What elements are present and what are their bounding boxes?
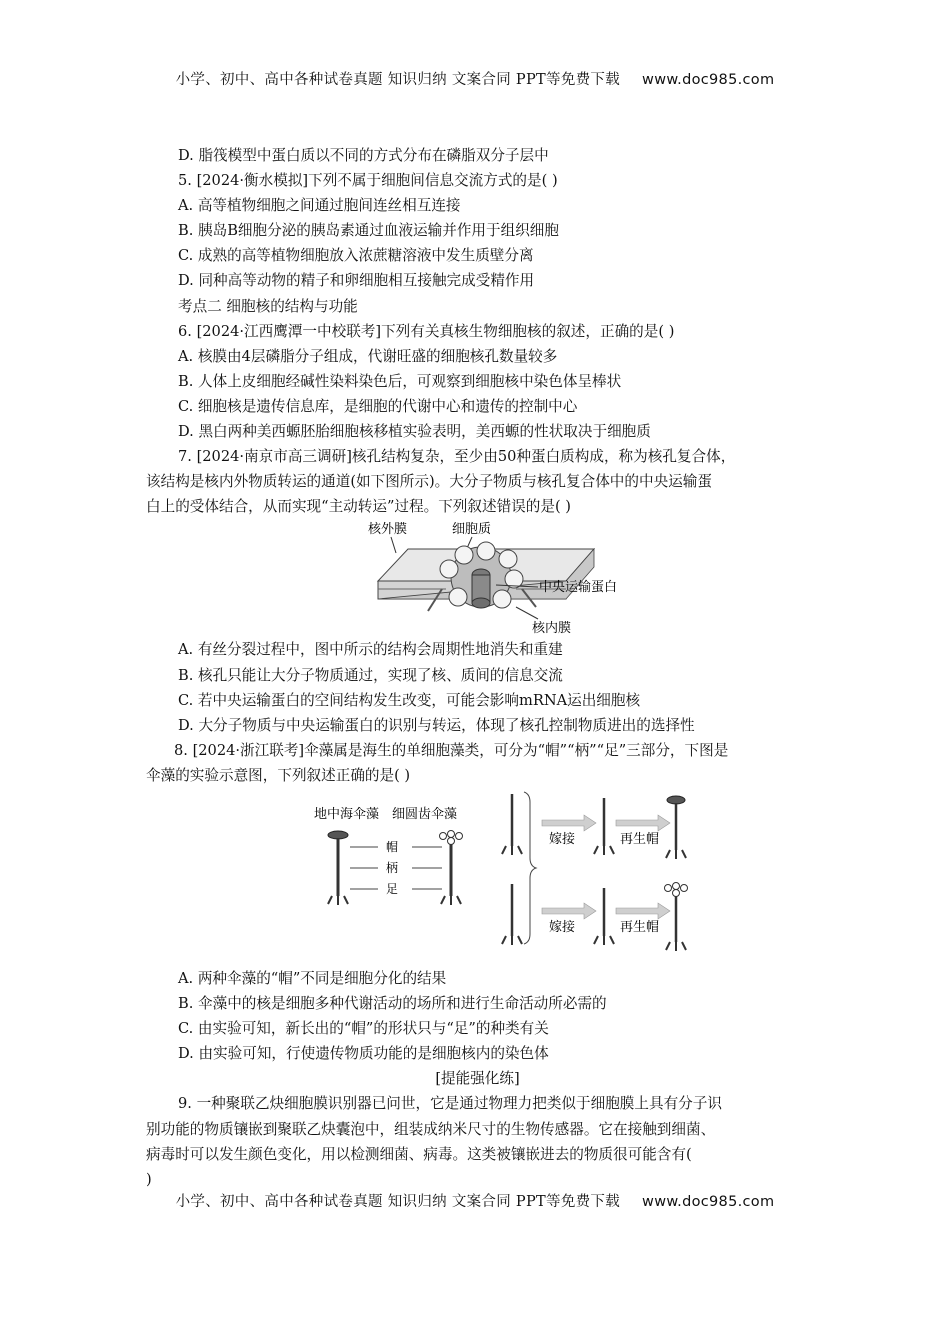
label-central-transport-protein: 中央运输蛋白 — [539, 580, 618, 596]
q5-option-b: B. 胰岛B细胞分泌的胰岛素通过血液运输并作用于组织细胞 — [178, 222, 559, 240]
q8-stem-line1: 8. [2024·浙江联考]伞藻属是海生的单细胞藻类，可分为“帽”“柄”“足”三部分，下图是 — [174, 741, 729, 759]
label-graft-1: 嫁接 — [549, 831, 576, 847]
nuclear-pore-figure — [146, 519, 809, 637]
q7-stem-line3: 白上的受体结合，从而实现“主动转运”过程。下列叙述错误的是( ) — [146, 498, 571, 516]
q8-option-d: D. 由实验可知，行使遗传物质功能的是细胞核内的染色体 — [178, 1045, 549, 1063]
acetabularia-diagram — [146, 788, 809, 966]
q6-option-c: C. 细胞核是遗传信息库，是细胞的代谢中心和遗传的控制中心 — [178, 397, 578, 415]
q9-stem-line4: ) — [146, 1170, 152, 1188]
q9-stem-line3: 病毒时可以发生颜色变化，用以检测细菌、病毒。这类被镶嵌进去的物质很可能含有( — [146, 1145, 692, 1163]
acetabularia-figure — [146, 788, 809, 966]
page-footer — [0, 1190, 950, 1211]
label-cap: 帽 — [386, 839, 399, 854]
label-inner-membrane: 核内膜 — [532, 621, 572, 637]
header-text: 小学、初中、高中各种试卷真题 知识归纳 文案合同 PPT等免费下载 — [175, 72, 621, 88]
q5-option-c: C. 成熟的高等植物细胞放入浓蔗糖溶液中发生质壁分离 — [178, 247, 534, 265]
label-regen-cap-1: 再生帽 — [620, 831, 660, 847]
q6-option-a: A. 核膜由4层磷脂分子组成，代谢旺盛的细胞核孔数量较多 — [178, 347, 558, 365]
q7-option-b: B. 核孔只能让大分子物质通过，实现了核、质间的信息交流 — [178, 666, 563, 684]
q6-option-b: B. 人体上皮细胞经碱性染料染色后，可观察到细胞核中染色体呈棒状 — [178, 372, 622, 390]
q7-stem-line1: 7. [2024·南京市高三调研]核孔结构复杂，至少由50种蛋白质构成，称为核孔复合体， — [178, 448, 736, 466]
section-heading-2: 考点二 细胞核的结构与功能 — [178, 297, 358, 315]
q4-option-d: D. 脂筏模型中蛋白质以不同的方式分布在磷脂双分子层中 — [178, 147, 549, 164]
section-heading-3: [提能强化练] — [435, 1070, 520, 1088]
label-mediterranea: 地中海伞藻 — [314, 806, 380, 822]
q7-option-d: D. 大分子物质与中央运输蛋白的识别与转运，体现了核孔控制物质进出的选择性 — [178, 716, 695, 734]
q9-stem-line2: 别功能的物质镶嵌到聚联乙炔囊泡中，组装成纳米尺寸的生物传感器。它在接触到细菌、 — [146, 1120, 716, 1138]
page-content — [146, 143, 809, 1192]
label-foot: 足 — [386, 881, 399, 896]
q8-option-c: C. 由实验可知，新长出的“帽”的形状只与“足”的种类有关 — [178, 1020, 549, 1038]
q5-option-d: D. 同种高等动物的精子和卵细胞相互接触完成受精作用 — [178, 272, 535, 290]
q6-stem: 6. [2024·江西鹰潭一中校联考]下列有关真核生物细胞核的叙述，正确的是( ) — [178, 322, 675, 340]
label-graft-2: 嫁接 — [549, 919, 576, 935]
alga-mediterranea — [328, 831, 348, 905]
q7-option-a: A. 有丝分裂过程中，图中所示的结构会周期性地消失和重建 — [178, 641, 563, 659]
q5-stem: 5. [2024·衡水模拟]下列不属于细胞间信息交流方式的是( ) — [178, 172, 558, 190]
header-site: www.doc985.com — [642, 72, 775, 88]
label-outer-membrane: 核外膜 — [368, 522, 408, 538]
q9-stem-line1: 9. 一种聚联乙炔细胞膜识别器已问世，它是通过物理力把类似于细胞膜上具有分子识 — [178, 1095, 722, 1113]
q7-stem-line2: 该结构是核内外物质转运的通道(如下图所示)。大分子物质与核孔复合体中的中央运输蛋 — [146, 473, 712, 491]
label-cytoplasm: 细胞质 — [452, 522, 492, 538]
q8-option-a: A. 两种伞藻的“帽”不同是细胞分化的结果 — [178, 969, 447, 987]
label-stalk: 柄 — [386, 860, 399, 875]
q7-option-c: C. 若中央运输蛋白的空间结构发生改变，可能会影响mRNA运出细胞核 — [178, 691, 641, 709]
footer-text: 小学、初中、高中各种试卷真题 知识归纳 文案合同 PPT等免费下载 — [175, 1194, 621, 1210]
alga-crenulata — [440, 830, 463, 905]
q6-option-d: D. 黑白两种美西螈胚胎细胞核移植实验表明，美西螈的性状取决于细胞质 — [178, 423, 651, 441]
page-header — [0, 68, 950, 89]
q8-stem-line2: 伞藻的实验示意图，下列叙述正确的是( ) — [146, 766, 411, 784]
label-crenulata: 细圆齿伞藻 — [392, 806, 458, 822]
label-regen-cap-2: 再生帽 — [620, 919, 660, 935]
q8-option-b: B. 伞藻中的核是细胞多种代谢活动的场所和进行生命活动所必需的 — [178, 995, 607, 1013]
nuclear-pore-diagram — [146, 519, 809, 637]
q5-option-a: A. 高等植物细胞之间通过胞间连丝相互连接 — [178, 197, 461, 215]
footer-site: www.doc985.com — [642, 1194, 775, 1210]
